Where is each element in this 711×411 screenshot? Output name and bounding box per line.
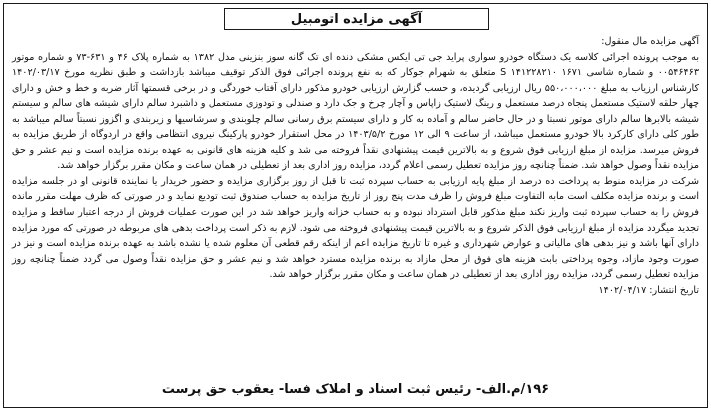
- auction-notice: [3, 3, 708, 408]
- notice-body: [12, 34, 699, 298]
- notice-title: آگهی مزایده اتومبیل: [290, 11, 423, 27]
- notice-signature: ۱۹۶/م.الف- رئیس ثبت اسناد و املاک فسا- یعقوب حق پرست: [161, 382, 550, 397]
- notice-paragraph-2: شرکت در مزایده منوط به پرداخت ده درصد از مبلغ پایه ارزیابی به حساب سپرده ثبت تا قبل از روز برگزاری مزایده و حضور خریدار یا نماینده قانونی او در جلسه مزایده است و برنده مزایده مکلف است مابه التفاوت مبلغ فروش را ظرف مدت پنج روز از تاریخ مزایده به حساب صندوق ثبت تودیع نماید و در صورتی که ظرف مهلت مقرر مانده فروش را به حساب سپرده ثبت واریز نکند مبلغ مذکور قابل استرداد نبوده و به حساب خزانه واریز خواهد شد در این صورت عملیات فروش از درجه اعتبار ساقط و مزایده تجدید میگردد مزایده از مبلغ ارزیابی فوق الذکر شروع و به بالاترین قیمت پیشنهادی فروخته می شود. لازم به ذکر است پرداخت بدهی های مربوطه در صورتی که مورد مزایده دارای آنها باشد و نیز بدهی های مالیاتی و عوارض شهرداری و غیره تا تاریخ مزایده اعم از اینکه رقم قطعی آن معلوم شده یا نشده باشد به عهده برنده مزایده است و نیز در صورت وجود مازاد، وجوه پرداختی بابت هزینه های فوق از محل مازاد به برنده مزایده مسترد خواهد شد و نیم عشر و حق مزایده نقداً وصول می گردد ضمناً چنانچه روز مزایده تعطیل رسمی گردد، مزایده روز اداری بعد از تعطیلی در همان ساعت و مکان مقرر برگزار خواهد شد.: [12, 175, 699, 281]
- notice-heading: آگهی مزایده مال منقول:: [601, 36, 699, 47]
- notice-paragraph-1: به موجب پرونده اجرائی کلاسه یک دستگاه خودرو سواری پراید جی تی ایکس مشکی دنده ای تک گانه سوز بنزینی مدل ۱۳۸۲ به شماره پلاک ۴۶ و ۶۳۱-۷۳ و شماره موتور ۰۰۵۴۶۴۶۳ و شماره شاسی S ۱۴۱۲۲۸۲۱۰ ۱۶۷۱ متعلق به شهرام جوکار که به نفع پرونده اجرائی فوق الذکر توقیف میباشد بازداشت و طبق نظریه مورخ ۱۴۰۲/۰۳/۱۷ کارشناس ارزیاب به مبلغ ۵۵۰،۰۰۰،۰۰۰ ریال ارزیابی گردیده، و حسب گزارش ارزیابی خودرو مذکور دارای آفتاب خوردگی و در برخی قسمتها آثار ضربه و خط و خش و دارای چهار حلقه لاستیک مستعمل پنجاه درصد مستعمل و رینگ لاستیک زاپاس و آچار چرخ و جک دارد و صندلی و تودوزی مستعمل و داشبرد سالم دارای شیشه های سالم و سیستم شیشه بالابرها سالم دارای موتور نسبتا و در حال حاضر سالم و آماده به کار و دارای سیستم برق رسانی سالم چلوبندی و سرشاسیها و زیربندی و اگزوز نسبتاً سالم میباشد به طور کلی دارای کارکرد بالا خودرو مستعمل میباشد، از ساعت ۹ الی ۱۲ مورخ ۱۴۰۳/۵/۲ در محل استقرار خودرو پارکینگ نیروی انتظامی واقع در اردوگاه از طریق مزایده به فروش میرسد. مزایده از مبلغ ارزیابی فوق شروع و به بالاترین قیمت پیشنهادی نقداً فروخته می شد و کلیه هزینه های قانونی به عهده برنده مزایده است و نیم عشر و حق مزایده نقداً وصول خواهد شد. ضمناً چنانچه روز مزایده تعطیل رسمی اعلام گردد، مزایده روز اداری بعد از تعطیلی در همان ساعت و مکان مقرر برگزار خواهد شد.: [12, 51, 700, 172]
- publish-date: تاریخ انتشار: ۱۴۰۲/۰۴/۱۷: [598, 284, 699, 296]
- title-box: [224, 8, 489, 30]
